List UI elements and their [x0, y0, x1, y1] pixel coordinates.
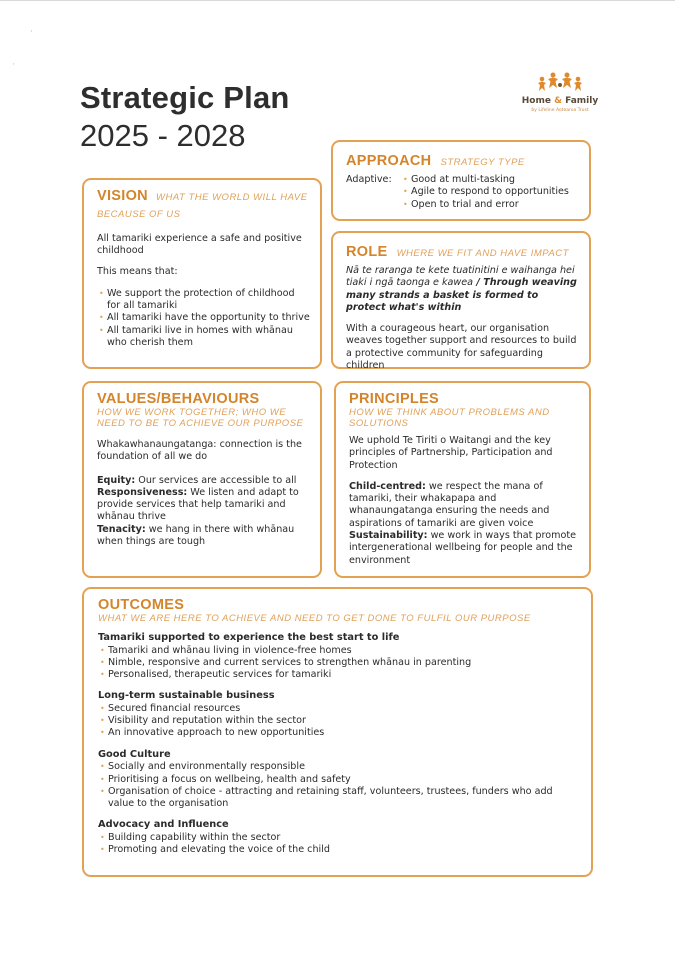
- outcome-group-heading: Tamariki supported to experience the best start to life: [98, 632, 400, 643]
- vision-subheading: WHAT THE WORLD WILL HAVE BECAUSE OF US: [97, 192, 308, 220]
- outcome-group-bullets: [98, 832, 581, 857]
- outcome-group-bullets: [98, 645, 581, 682]
- value-equity: Equity: Our services are accessible to all: [97, 474, 297, 486]
- list-item: • Good at multi-tasking: [401, 174, 569, 186]
- approach-card: [331, 140, 591, 221]
- page-title: Strategic Plan: [80, 80, 290, 115]
- outcomes-heading: OUTCOMES: [98, 597, 185, 613]
- list-item: • Nimble, responsive and current services to strengthen whānau in parenting: [98, 657, 581, 669]
- approach-heading: APPROACH: [346, 153, 432, 169]
- outcome-group-heading: Good Culture: [98, 748, 171, 760]
- list-item: • Building capability within the sector: [98, 832, 581, 844]
- role-statement: With a courageous heart, our organisation weaves together support and resources to build a protective community for safeguarding children: [346, 323, 577, 372]
- values-heading: VALUES/BEHAVIOURS: [97, 391, 260, 407]
- list-item: • Prioritising a focus on wellbeing, health and safety: [98, 774, 581, 786]
- value-tenacity: Tenacity: we hang in there with whānau when things are tough: [97, 523, 295, 548]
- vision-heading: VISION: [97, 188, 148, 204]
- people-stars-icon: [536, 70, 584, 94]
- list-item: • Tamariki and whānau living in violence-free homes: [98, 645, 581, 657]
- list-item: • All tamariki have the opportunity to thrive: [97, 312, 310, 324]
- outcomes-subheading: WHAT WE ARE HERE TO ACHIEVE AND NEED TO GET DONE TO FULFIL OUR PURPOSE: [98, 613, 531, 624]
- approach-label: Adaptive:: [346, 174, 392, 185]
- home-family-logo: [520, 70, 600, 113]
- approach-subheading: STRATEGY TYPE: [440, 157, 525, 168]
- list-item: • Open to trial and error: [401, 199, 569, 211]
- principle-child-centred: Child-centred: we respect the mana of tamariki, their whakapapa and whanaungatanga ensuring the needs and aspirations of tamariki are given voice: [349, 480, 550, 529]
- scan-speck-icon: ·: [30, 27, 33, 37]
- outcomes-card: [82, 587, 593, 877]
- list-item: • Agile to respond to opportunities: [401, 186, 569, 198]
- approach-bullets: [401, 174, 569, 211]
- list-item: • Secured financial resources: [98, 703, 581, 715]
- outcome-group-heading: Long-term sustainable business: [98, 690, 275, 702]
- role-card: [331, 231, 591, 372]
- values-card: [82, 381, 322, 578]
- list-item: • An innovative approach to new opportunities: [98, 727, 581, 739]
- scan-speck-icon: ·: [12, 60, 15, 70]
- vision-card: [82, 178, 322, 369]
- principles-subheading: HOW WE THINK ABOUT PROBLEMS AND SOLUTIONS: [349, 407, 550, 429]
- list-item: • Socially and environmentally responsible: [98, 761, 581, 773]
- value-responsiveness: Responsiveness: We listen and adapt to provide services that help tamariki and whānau thrive: [97, 486, 299, 523]
- plan-years: 2025 - 2028: [80, 118, 246, 153]
- vision-statement: All tamariki experience a safe and positive childhood: [97, 233, 302, 257]
- vision-means-label: This means that:: [97, 265, 178, 277]
- logo-tagline: by Lifeline Aotearoa Trust: [531, 108, 589, 113]
- list-item: • Promoting and elevating the voice of the child: [98, 844, 581, 856]
- list-item: • Organisation of choice - attracting and retaining staff, volunteers, trustees, funders who add value to the organisation: [98, 786, 581, 811]
- list-item: • Visibility and reputation within the sector: [98, 715, 581, 727]
- outcome-group-bullets: [98, 761, 581, 810]
- principles-intro: We uphold Te Tiriti o Waitangi and the key principles of Partnership, Participation and Protection: [349, 435, 553, 471]
- list-item: • All tamariki live in homes with whānau who cherish them: [97, 325, 310, 350]
- values-intro: Whakawhanaungatanga: connection is the foundation of all we do: [97, 439, 302, 463]
- principles-card: [334, 381, 591, 578]
- vision-bullets: [97, 288, 310, 349]
- role-subheading: WHERE WE FIT AND HAVE IMPACT: [396, 248, 569, 259]
- role-heading: ROLE: [346, 244, 388, 260]
- outcome-group-heading: Advocacy and Influence: [98, 819, 229, 831]
- list-item: • We support the protection of childhood for all tamariki: [97, 288, 310, 313]
- role-whakatauki: Nā te raranga te kete tuatinitini e waihanga hei tiaki i ngā taonga e kawea / Through weaving many strands a basket is formed to protect what's within: [346, 265, 577, 313]
- list-item: • Personalised, therapeutic services for tamariki: [98, 669, 581, 681]
- values-subheading: HOW WE WORK TOGETHER; WHO WE NEED TO BE TO ACHIEVE OUR PURPOSE: [97, 407, 304, 429]
- principle-sustainability: Sustainability: we work in ways that promote intergenerational wellbeing for people and the environment: [349, 530, 576, 566]
- logo-name: Home & Family: [521, 96, 599, 106]
- principles-heading: PRINCIPLES: [349, 391, 440, 407]
- page-edge: [0, 0, 675, 7]
- outcome-group-bullets: [98, 703, 581, 740]
